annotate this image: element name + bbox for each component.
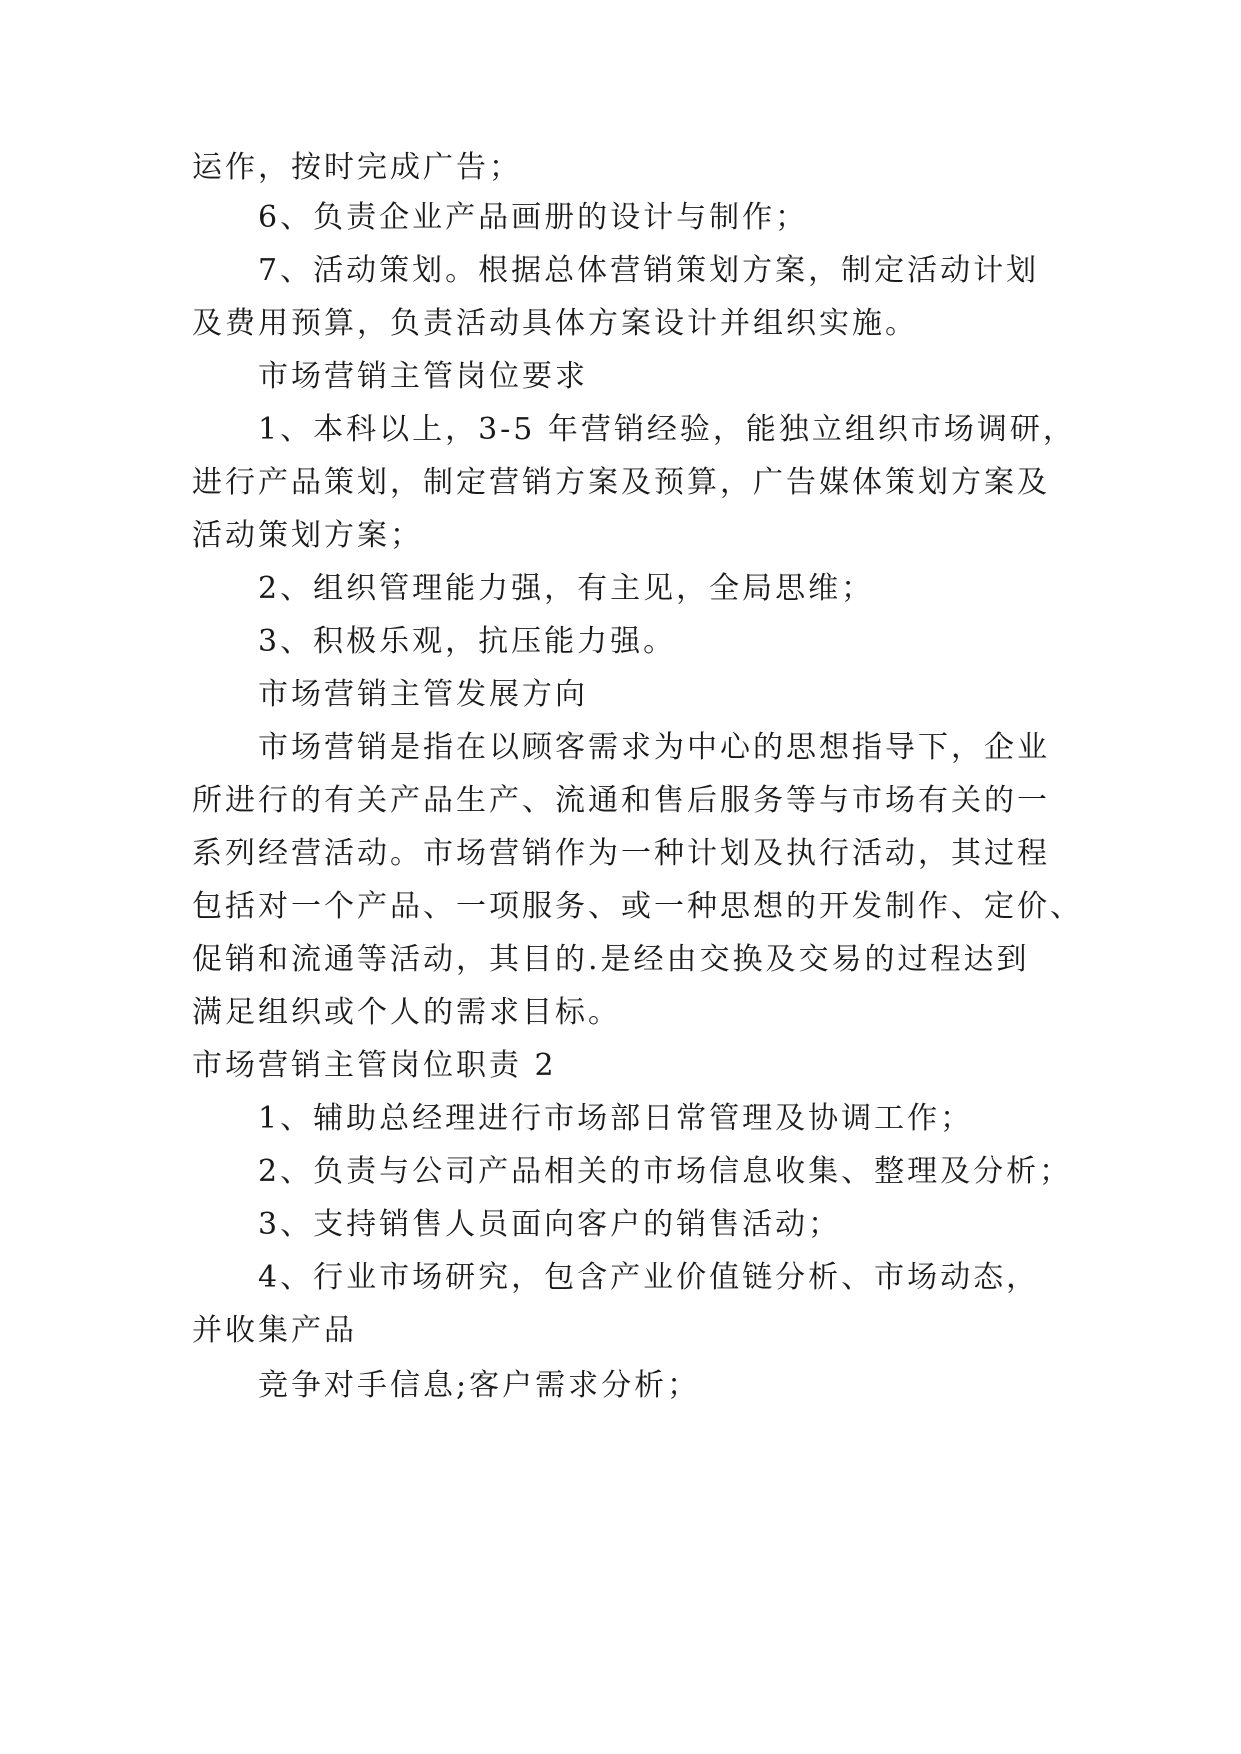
paragraph-line: 满足组织或个人的需求目标。 <box>192 995 621 1030</box>
paragraph-line: 6、负责企业产品画册的设计与制作； <box>258 200 809 235</box>
paragraph-line: 并收集产品 <box>192 1313 357 1348</box>
paragraph-line: 市场营销是指在以顾客需求为中心的思想指导下，企业 <box>258 730 1050 765</box>
paragraph-line: 3、支持销售人员面向客户的销售活动； <box>258 1207 842 1242</box>
paragraph-line: 3、积极乐观，抗压能力强。 <box>258 624 677 659</box>
paragraph-line: 2、负责与公司产品相关的市场信息收集、整理及分析； <box>258 1154 1073 1189</box>
paragraph-line: 促销和流通等活动，其目的.是经由交换及交易的过程达到 <box>192 942 1030 977</box>
paragraph-line: 活动策划方案； <box>192 518 423 553</box>
paragraph-line: 进行产品策划，制定营销方案及预算，广告媒体策划方案及 <box>192 465 1050 500</box>
paragraph-line: 运作，按时完成广告； <box>192 150 522 185</box>
paragraph-line: 2、组织管理能力强，有主见，全局思维； <box>258 571 875 606</box>
paragraph-line: 4、行业市场研究，包含产业价值链分析、市场动态， <box>258 1260 1040 1295</box>
paragraph-line: 及费用预算，负责活动具体方案设计并组织实施。 <box>192 306 918 341</box>
paragraph-line: 1、本科以上，3-5 年营销经验，能独立组织市场调研， <box>258 412 1076 447</box>
paragraph-line: 所进行的有关产品生产、流通和售后服务等与市场有关的一 <box>192 783 1050 818</box>
section-title: 市场营销主管岗位职责 2 <box>192 1048 557 1083</box>
paragraph-line: 1、辅助总经理进行市场部日常管理及协调工作； <box>258 1101 974 1136</box>
section-heading: 市场营销主管岗位要求 <box>258 359 588 394</box>
paragraph-line: 包括对一个产品、一项服务、或一种思想的开发制作、定价、 <box>192 889 1083 924</box>
section-heading: 市场营销主管发展方向 <box>258 677 588 712</box>
paragraph-line: 7、活动策划。根据总体营销策划方案，制定活动计划 <box>258 253 1040 288</box>
paragraph-line: 系列经营活动。市场营销作为一种计划及执行活动，其过程 <box>192 836 1050 871</box>
paragraph-line: 竞争对手信息;客户需求分析； <box>258 1368 701 1403</box>
